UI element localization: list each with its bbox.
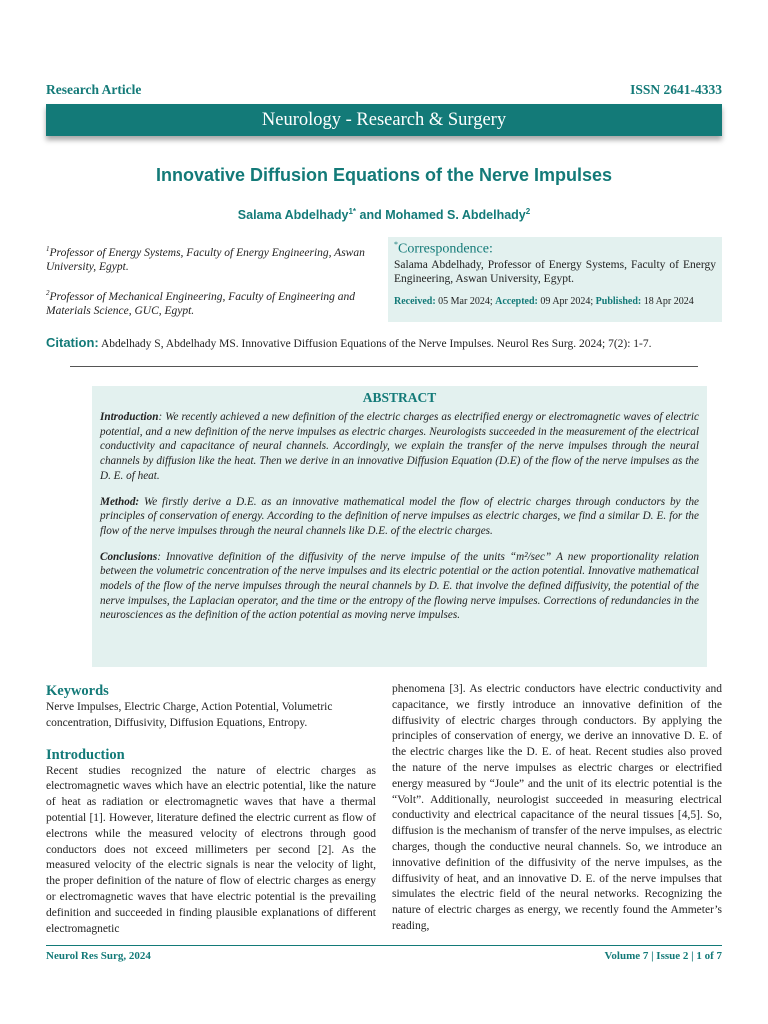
citation	[46, 335, 726, 350]
issn: ISSN 2641-4333	[630, 82, 722, 97]
received-label: Received:	[394, 295, 436, 307]
accepted-label: Accepted:	[495, 295, 538, 307]
right-column	[392, 682, 722, 935]
affiliation-1	[46, 242, 376, 274]
affiliation-1-sup: 1	[46, 245, 50, 253]
received-date: 05 Mar 2024;	[435, 295, 493, 307]
abstract-method-label: Method:	[100, 495, 140, 508]
published-date: 18 Apr 2024	[641, 295, 694, 307]
abstract-intro-text: : We recently achieved a new definition of the electric charges as electrified energy or electromagnetic waves of electric potential, and a new definition of the nerve impulses as electric charges. Neurologists succeeded in the measurement of the electrical conductivity and capacitance of neural channels. Accordingly, we explain the transfer of the nerve impulses through the neural channels by diffusion like the heat. Then we derive in an innovative Diffusion Equation (D.E) of the flow of the nerve impulses as the D. E. of heat.	[100, 411, 699, 482]
footer-divider	[46, 945, 722, 946]
abstract-conclusions-label: Conclusions	[100, 550, 158, 563]
publication-dates	[394, 296, 716, 307]
keywords-text: Nerve Impulses, Electric Charge, Action Potential, Volumetric concentration, Diffusivity, Diffusion Equations, Entropy.	[46, 701, 333, 729]
article-type: Research Article	[46, 82, 142, 97]
affiliation-1-text: Professor of Energy Systems, Faculty of Energy Engineering, Aswan University, Egypt.	[46, 246, 365, 273]
introduction-text-left: Recent studies recognized the nature of electric charges as electromagnetic waves which have an electric potential, like the nature of heat as radiation or electromagnetic waves that have a thermal potential [1]. However, literature defined the electric current as flow of electrons while the measured velocity of electrons through good conductors does not exceed millimeters per second [2]. As the measured velocity of the electric signals is near the velocity of light, the proper definition of the nature of flow of electric charges as energy or electromagnetic waves that have electric potential is the prevailing definition and succeeded in finding plausible explanations of different electromagnetic	[46, 764, 376, 935]
affiliation-2	[46, 286, 376, 318]
abstract-intro-label: Introduction	[100, 411, 159, 423]
author-2-sup: 2	[525, 207, 531, 216]
abstract-method	[100, 495, 699, 539]
author-connector: and	[356, 208, 386, 223]
citation-text: Abdelhady S, Abdelhady MS. Innovative Diffusion Equations of the Nerve Impulses. Neurol Res Surg. 2024; 7(2): 1-7.	[98, 338, 652, 350]
abstract-box	[92, 386, 707, 667]
citation-label: Citation:	[46, 335, 99, 350]
introduction-text-right: phenomena [3]. As electric conductors have electric conductivity and capacitance, we firstly introduce an innovative definition of the diffusivity of electric charges through conductors. By applying the principles of conservation of energy, we derive an innovative D. E. of the electric charges like the D. E. of heat. Recent studies also proved the nature of the nerve impulses as electric charges or electrified energy measured by “Joule” and the unit of its electric potential is the “Volt”. Additionally, neurologist succeeded in measuring electrical conductivity and electrical capacitance of the neural tissues [4,5]. So, diffusion is the mechanism of transfer of the nerve impulses, as electric charges, though the conductive neural channels. So, we introduce an innovative definition of the diffusivity of the nerve impulses, as the diffusivity of heat, and an innovative D. E. of the nerve impulses that simulates the electric field of the neural networks. Recognizing the nature of electric charges as energy, we recently found the Ammeter’s reading,	[392, 683, 722, 932]
author-2: Mohamed S. Abdelhady	[385, 208, 526, 223]
abstract-conclusions-text: : Innovative definition of the diffusivity of the nerve impulse of the units “m²/sec” A new proportionality relation between the volumetric concentration of the nerve impulses and its electric potential or the action potential. Innovative mathematical models of the flow of the nerve impulses through the neural channels by D. E. that involve the defined diffusivity, the potential of the nerve impulses, the Laplacian operator, and the time or the entropy of the flowing nerve impulses. Corrections of redundancies in the neurosciences as the definition of the action potential as moving nerve impulses.	[100, 550, 699, 622]
left-column	[46, 682, 376, 937]
affiliation-2-text: Professor of Mechanical Engineering, Faculty of Engineering and Materials Science, GUC, Egypt.	[46, 290, 356, 317]
correspondence-heading	[394, 240, 716, 258]
correspondence-star: *	[394, 240, 398, 249]
published-label: Published:	[595, 295, 642, 307]
footer-journal: Neurol Res Surg, 2024	[46, 950, 151, 962]
abstract-method-text: We firstly derive a D.E. as an innovative mathematical model the flow of electric charges through conductors by the principles of conservation of energy. According to the definition of nerve impulses as electric charges, we find a similar D. E. for the flow of the nerve impulses through the neural channels like D.E. of the electric charges.	[100, 495, 699, 537]
abstract-conclusions	[100, 550, 699, 624]
accepted-date: 09 Apr 2024;	[537, 295, 594, 307]
affiliation-2-sup: 2	[46, 289, 50, 297]
footer-page-info: Volume 7 | Issue 2 | 1 of 7	[604, 950, 722, 962]
journal-banner: Neurology - Research & Surgery	[46, 104, 722, 136]
correspondence-heading-text: Correspondence:	[398, 241, 493, 257]
introduction-heading: Introduction	[46, 746, 125, 763]
correspondence-text: Salama Abdelhady, Professor of Energy Systems, Faculty of Energy Engineering, Aswan University, Egypt.	[394, 258, 716, 286]
paper-title: Innovative Diffusion Equations of the Nerve Impulses	[155, 165, 613, 185]
keywords-heading: Keywords	[46, 683, 109, 699]
author-line	[0, 207, 768, 222]
abstract-heading: ABSTRACT	[362, 390, 437, 405]
author-1-sup: 1*	[348, 207, 357, 216]
divider	[70, 366, 698, 367]
abstract-introduction	[100, 410, 699, 484]
correspondence-box	[388, 237, 722, 322]
author-1: Salama Abdelhady	[237, 208, 349, 223]
